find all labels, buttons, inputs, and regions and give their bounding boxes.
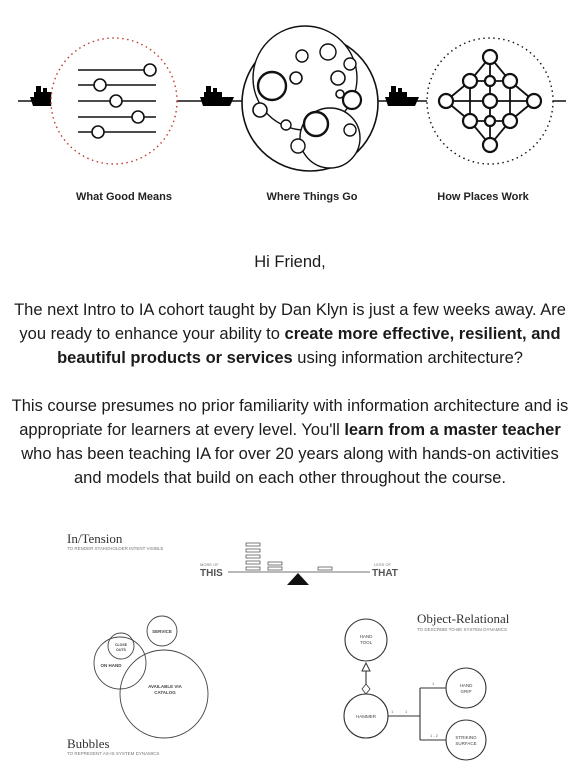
label-how-places-work: How Places Work	[437, 191, 529, 203]
label-what-good-means: What Good Means	[76, 191, 172, 203]
circles-icon	[242, 26, 378, 171]
course-paragraph	[10, 394, 570, 490]
less-of-label: LESS OF	[374, 562, 391, 567]
node-hammer: HAMMER	[356, 714, 376, 719]
course-highlight: learn from a master teacher	[344, 421, 561, 439]
node-striking-2: SURFACE	[455, 741, 477, 746]
model-diagrams	[0, 520, 580, 774]
sliders-icon	[51, 38, 177, 164]
bubble-catalog: CATALOG	[154, 690, 176, 695]
bubbles-title: Bubbles	[67, 736, 110, 751]
cardinality-3: 1	[405, 709, 408, 714]
fulcrum-icon	[287, 573, 309, 585]
intro-text-a: The next Intro to IA cohort taught by Dan Klyn is just a few weeks away. Are you ready to enhance your ability to	[14, 301, 566, 343]
hero-svg	[0, 0, 580, 215]
ship-icon	[200, 86, 234, 106]
hero-illustration	[0, 0, 580, 215]
diagrams-svg	[0, 520, 580, 774]
bubble-available: AVAILABLE VIA	[148, 684, 182, 689]
node-tool: TOOL	[359, 640, 373, 645]
bubble-service: SERVICE	[152, 629, 172, 634]
that-label: THAT	[372, 568, 398, 579]
grid-network-icon	[427, 38, 553, 164]
object-relational-subtitle: TO DESCRIBE TO-BE SYSTEM DYNAMICS	[417, 627, 508, 632]
cardinality-4: 1 - 2	[430, 733, 439, 738]
this-label: THIS	[200, 568, 223, 579]
email-body	[10, 250, 570, 514]
greeting: Hi Friend,	[254, 253, 326, 271]
node-hand-grip-2: GRIP	[460, 689, 472, 694]
course-text-a: This course presumes no prior familiarity with information architecture and is appropriate for learners at every level. You'll	[11, 397, 569, 439]
node-hand: HAND	[359, 634, 373, 639]
node-hand-grip-1: HAND	[459, 683, 473, 688]
cardinality-1: 1	[391, 709, 394, 714]
more-of-label: MORE OF	[200, 562, 219, 567]
label-where-things-go: Where Things Go	[266, 191, 358, 203]
cardinality-2: 1	[432, 681, 435, 686]
object-relational-diagram	[344, 611, 510, 760]
intro-paragraph	[10, 298, 570, 370]
intro-highlight: create more effective, resilient, and beautiful products or services	[57, 325, 561, 367]
bubbles-subtitle: TO REPRESENT AS-IS SYSTEM DYNAMICS	[67, 751, 160, 756]
course-text-b: who has been teaching IA for over 20 years along with hands-on activities and models that build on each other throughout the course.	[21, 445, 559, 487]
bubble-on-hand: ON HAND	[100, 663, 122, 668]
intro-text-b: using information architecture?	[292, 349, 523, 367]
object-relational-title: Object-Relational	[417, 611, 510, 626]
intension-subtitle: TO RENDER STAKEHOLDER INTENT VISIBLE	[67, 546, 164, 551]
intension-title: In/Tension	[67, 531, 123, 546]
bubbles-diagram	[94, 616, 208, 738]
bubble-outs: OUTS	[116, 648, 126, 652]
bubble-close: CLOSE	[114, 643, 128, 647]
intension-diagram	[67, 531, 398, 585]
node-striking-1: STRIKING	[455, 735, 477, 740]
ship-icon	[385, 86, 419, 106]
